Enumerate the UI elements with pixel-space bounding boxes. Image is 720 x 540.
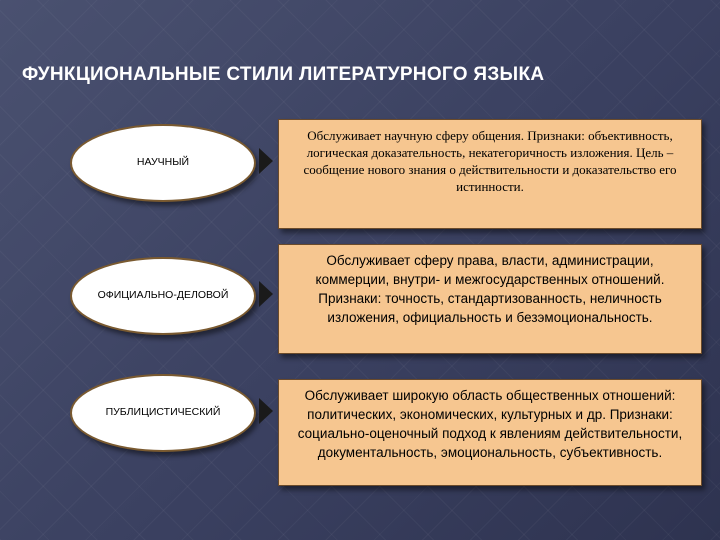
arrow-icon: [257, 146, 275, 176]
style-description-scientific: Обслуживает научную сферу общения. Признаки: объективность, логическая доказательность, некатегоричность изложения. Цель – сообщение нового знания о действительности и доказательство его истинности.: [278, 119, 702, 229]
style-oval-scientific: [70, 124, 256, 202]
style-description-official: Обслуживает сферу права, власти, администрации, коммерции, внутри- и межгосударственных отношений. Признаки: точность, стандартизованность, неличность изложения, официальность и безэмоциональность.: [278, 244, 702, 354]
arrow-icon: [257, 279, 275, 309]
style-name-publicistic: ПУБЛИЦИСТИЧЕСКИЙ: [105, 406, 221, 419]
style-name-scientific: НАУЧНЫЙ: [136, 156, 190, 169]
arrow-icon: [257, 396, 275, 426]
style-oval-official: [70, 257, 256, 335]
style-name-official: ОФИЦИАЛЬНО-ДЕЛОВОЙ: [97, 289, 229, 302]
style-oval-publicistic: [70, 374, 256, 452]
style-description-publicistic: Обслуживает широкую область общественных отношений: политических, экономических, культурных и др. Признаки: социально-оценочный подход к явлениям действительности, документальность, эмоциональность, субъективность.: [278, 379, 702, 486]
page-title: ФУНКЦИОНАЛЬНЫЕ СТИЛИ ЛИТЕРАТУРНОГО ЯЗЫКА: [22, 64, 545, 85]
